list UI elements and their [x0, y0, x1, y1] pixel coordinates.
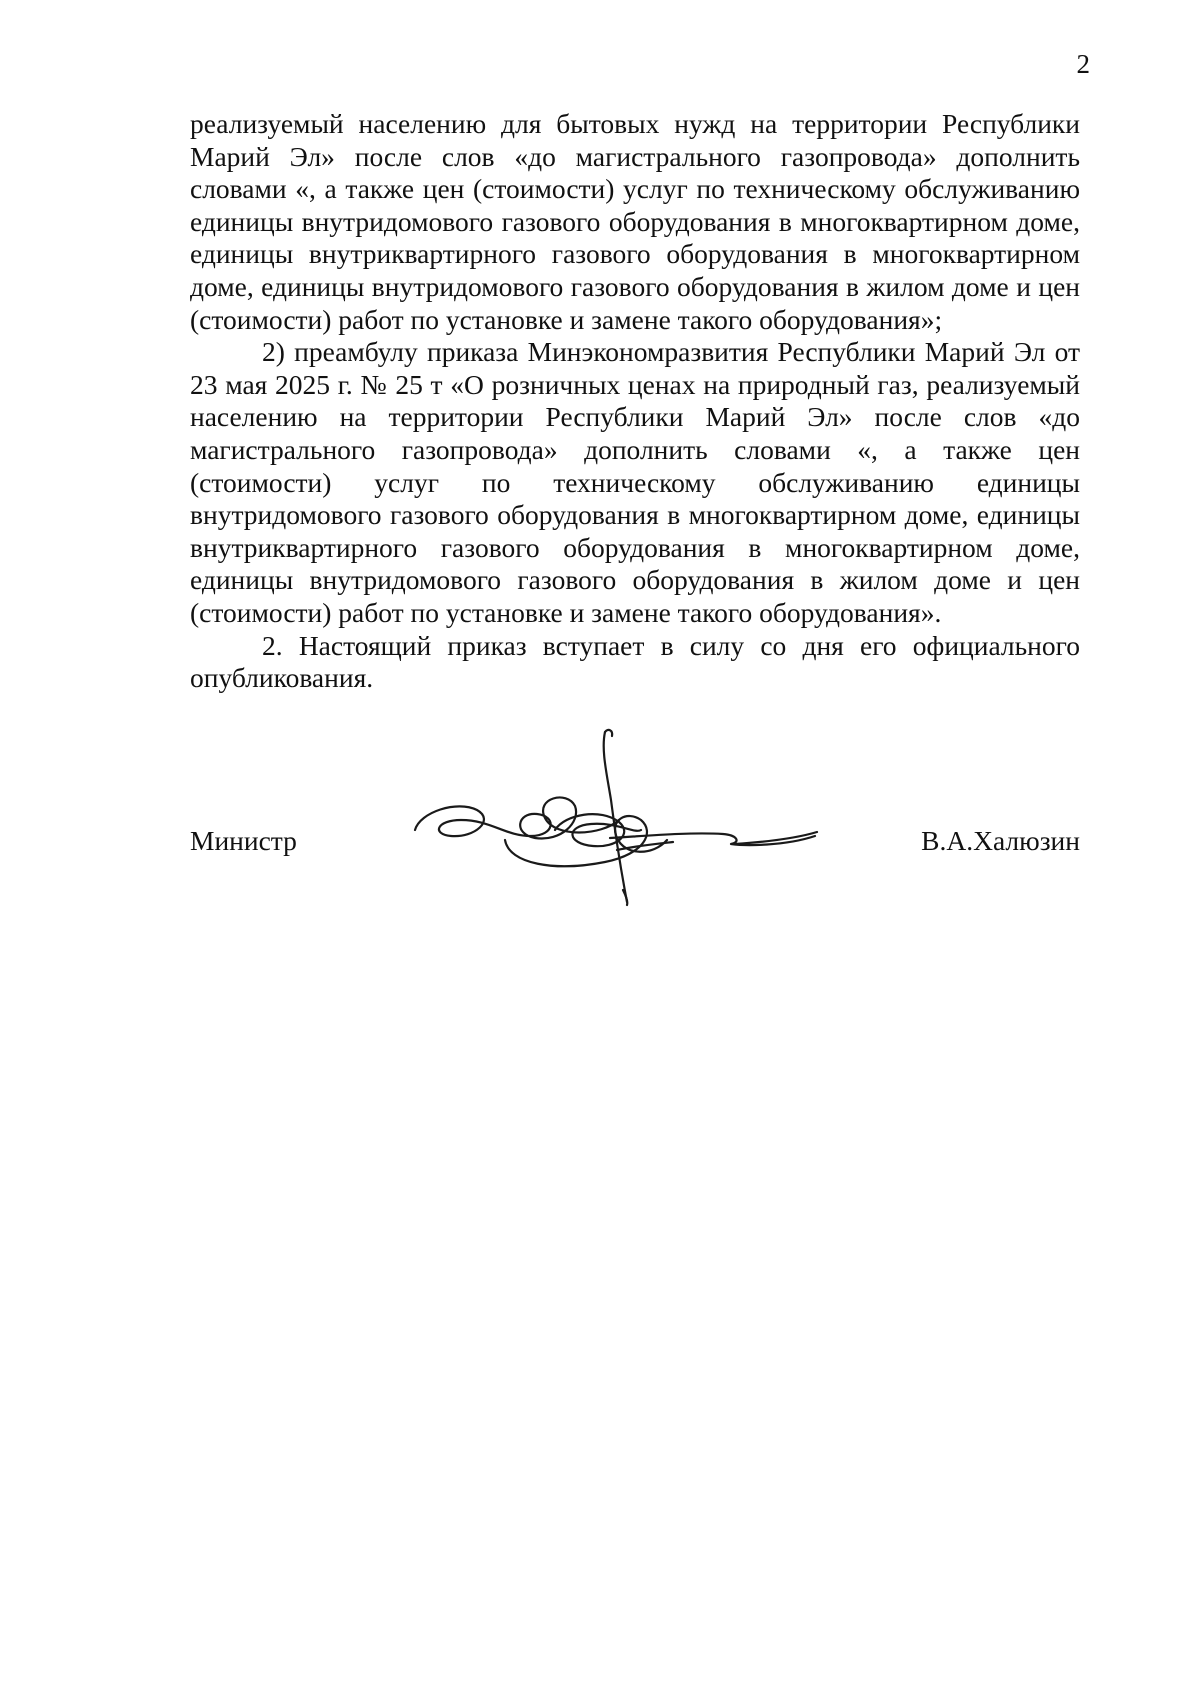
signer-name: В.А.Халюзин [921, 825, 1080, 856]
document-body [190, 108, 1080, 695]
paragraph-item-2: 2) преамбулу приказа Минэкономразвития Республики Марий Эл от 23 мая 2025 г. № 25 т «О розничных ценах на природный газ, реализуемый населению на территории Республики Марий Эл» после слов «до магистрального газопровода» дополнить словами «, а также цен (стоимости) услуг по техническому обслуживанию единицы внутридомового газового оборудования в многоквартирном доме, единицы внутриквартирного газового оборудования в многоквартирном доме, единицы внутридомового газового оборудования в жилом доме и цен (стоимости) работ по установке и замене такого оборудования». [190, 336, 1080, 628]
page-number: 2 [1076, 49, 1090, 79]
paragraph-continuation: реализуемый населению для бытовых нужд на территории Республики Марий Эл» после слов «до магистрального газопровода» дополнить словами «, а также цен (стоимости) услуг по техническому обслуживанию единицы внутридомового газового оборудования в многоквартирном доме, единицы внутриквартирного газового оборудования в многоквартирном доме, единицы внутридомового газового оборудования в жилом доме и цен (стоимости) работ по установке и замене такого оборудования»; [190, 108, 1080, 335]
signature-block [190, 720, 1080, 910]
paragraph-effective-date: 2. Настоящий приказ вступает в силу со дня его официального опубликования. [190, 629, 1080, 694]
handwritten-signature [405, 720, 875, 910]
position-title: Министр [190, 825, 297, 856]
